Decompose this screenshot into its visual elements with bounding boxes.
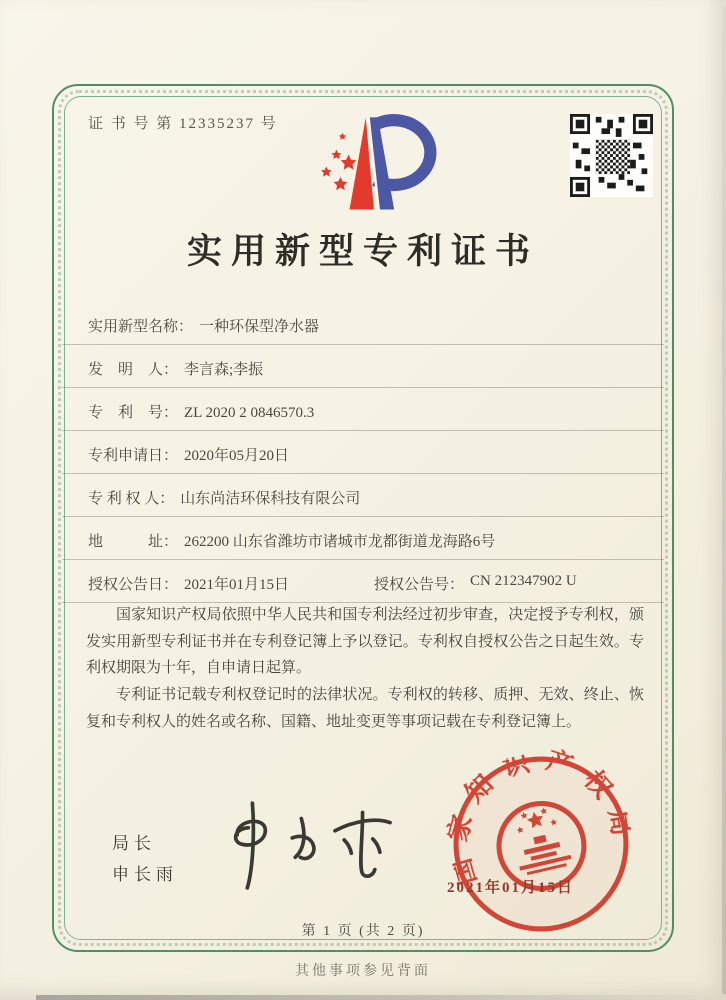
certificate-number-label: 证 书 号 第	[88, 116, 174, 132]
field-label: 发 明 人：	[88, 362, 179, 378]
field-row-filing-date	[62, 431, 664, 474]
legal-paragraph-2: 专利证书记载专利权登记时的法律状况。专利权的转移、质押、无效、终止、恢复和专利权人的姓名或名称、国籍、地址变更等事项记载在专利登记簿上。	[86, 687, 644, 730]
cnipa-logo-icon	[303, 114, 465, 216]
field-value: 262200 山东省潍坊市诸城市龙都街道龙海路6号	[184, 534, 496, 550]
signer-title: 局长	[112, 834, 156, 853]
field-row-patentee	[62, 474, 664, 517]
field-value: ZL 2020 2 0846570.3	[184, 405, 315, 421]
field-label: 专 利 号：	[88, 405, 179, 421]
signer-name: 申长雨	[112, 865, 178, 885]
scan-edge-bottom	[36, 995, 696, 1000]
legal-text	[86, 602, 644, 735]
signer-block	[112, 828, 178, 891]
grant-date-value: 2021年01月15日	[184, 577, 290, 593]
field-row-address	[62, 517, 664, 560]
signature-icon	[206, 790, 411, 892]
certificate-title: 实用新型专利证书	[186, 232, 539, 271]
seal-text: 国家知识产权局	[443, 744, 639, 889]
field-label: 地 址：	[88, 534, 179, 550]
certificate-number-value: 12335237	[179, 116, 256, 132]
field-label: 专利申请日：	[88, 448, 179, 464]
field-label: 专 利 权 人：	[88, 491, 175, 507]
grant-number-label: 授权公告号：	[374, 577, 465, 593]
certificate-number	[88, 112, 278, 133]
field-row-grant	[62, 560, 664, 603]
field-value: 2020年05月20日	[184, 448, 290, 464]
certificate-number-unit: 号	[260, 116, 278, 132]
grant-date-label: 授权公告日：	[88, 577, 179, 593]
scan-edge-right	[722, 6, 726, 994]
field-row-inventors	[62, 345, 664, 388]
grant-number-value: CN 212347902 U	[470, 573, 577, 589]
field-value: 山东尚洁环保科技有限公司	[180, 491, 361, 507]
field-value: 李言森;李振	[184, 362, 264, 378]
seal-date: 2021年01月15日	[447, 880, 575, 896]
field-row-patent-number	[62, 388, 664, 431]
field-row-name	[62, 302, 664, 345]
certificate-fields	[62, 302, 664, 603]
legal-paragraph-1: 国家知识产权局依照中华人民共和国专利法经过初步审查，决定授予专利权，颁发实用新型专利证书并在专利登记簿上予以登记。专利权自授权公告之日起生效。专利权期限为十年，自申请日起算。	[86, 607, 644, 677]
field-label: 实用新型名称：	[88, 319, 194, 335]
page-number: 第 1 页 (共 2 页)	[301, 924, 425, 939]
qr-code-icon	[570, 114, 653, 197]
field-value: 一种环保型净水器	[199, 319, 320, 335]
back-note: 其他事项参见背面	[295, 964, 431, 979]
